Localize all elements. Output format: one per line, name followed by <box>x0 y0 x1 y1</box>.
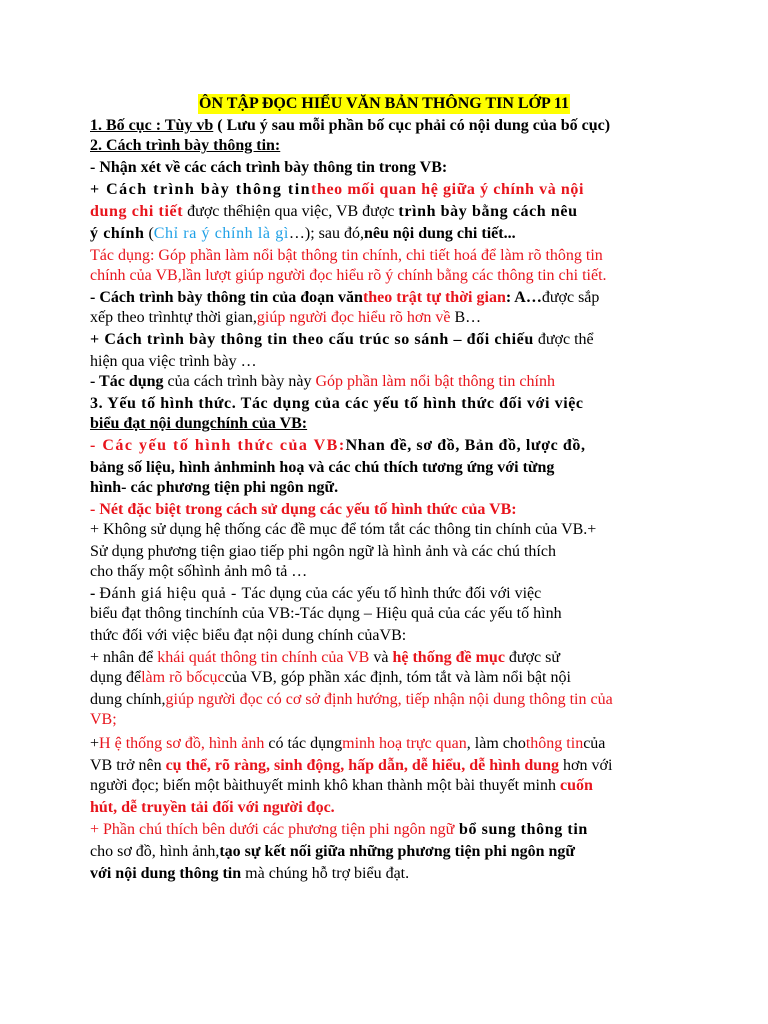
text-run: và <box>369 649 393 666</box>
text-run: cho sơ đồ, hình ảnh, <box>90 843 220 860</box>
text-line <box>90 372 555 392</box>
text-run: thông tin <box>525 735 584 752</box>
text-line <box>90 288 599 308</box>
text-run: , làm cho <box>466 735 526 752</box>
text-line <box>90 668 571 688</box>
text-run: trình bày bằng cách nêu <box>398 203 578 220</box>
text-line <box>90 266 607 286</box>
text-line <box>90 690 613 710</box>
text-line <box>90 180 584 200</box>
text-run: khái quát thông tin chính của VB <box>157 649 370 666</box>
text-run: được sắp <box>541 289 600 306</box>
text-run: của cách trình bày này <box>163 373 316 390</box>
text-run: biểu đạt nội dungchính của VB: <box>90 415 308 432</box>
text-run: của VB, góp phần xác định, tóm tắt và làm nổi bật nội <box>224 669 571 686</box>
text-run: Tác dụng: Góp phần làm nổi bật thông tin chính, chi tiết hoá để làm rõ thông tin <box>90 247 603 264</box>
text-run: được sử <box>504 649 561 666</box>
text-run: làm rõ bốcục <box>141 669 225 686</box>
text-line <box>90 864 409 884</box>
text-run: Tác dụng của các yếu tố hình thức đối với việc <box>241 585 542 602</box>
text-run: ( <box>144 225 154 242</box>
text-line <box>90 224 516 244</box>
text-run: B… <box>450 309 482 326</box>
text-run: - Nhận xét về các cách trình bày thông tin trong VB: <box>90 159 448 176</box>
document-title: ÔN TẬP ĐỌC HIỂU VĂN BẢN THÔNG TIN LỚP 11 <box>199 95 569 112</box>
text-run: được thể <box>533 331 594 348</box>
text-line <box>90 352 257 372</box>
text-line <box>90 648 560 668</box>
text-line <box>90 414 307 434</box>
text-run: - Các yếu tố hình thức của VB: <box>90 437 346 454</box>
text-run: Nhan đề, sơ đồ, Bản đồ, lược đồ, <box>345 437 586 454</box>
text-run: - Nét đặc biệt trong cách sử dụng các yếu tố hình thức của VB: <box>90 501 517 518</box>
text-line <box>90 458 554 478</box>
text-run: được thểhiện qua việc, VB được <box>183 203 399 220</box>
text-line <box>90 584 541 604</box>
text-line <box>90 710 117 730</box>
text-run: mà chúng hỗ trợ biểu đạt. <box>241 865 410 882</box>
text-run: hút, dễ truyền tải đối với người đọc. <box>90 799 335 816</box>
text-run: 1. Bố cục : Tùy vb <box>90 117 214 134</box>
text-run: + Cách trình bày thông tin theo cấu trúc so sánh – đối chiếu <box>90 331 534 348</box>
text-line <box>90 520 596 540</box>
text-run: - Tác dụng <box>90 373 164 390</box>
text-line <box>90 604 562 624</box>
text-line <box>90 820 588 840</box>
text-run: có tác dụng <box>264 735 343 752</box>
text-run: tạo sự kết nối giữa những phương tiện phi ngôn ngữ <box>219 843 575 860</box>
text-line <box>90 330 594 350</box>
text-run: chính của VB,lần lượt giúp người đọc hiểu rõ ý chính bằng các thông tin chi tiết. <box>90 267 607 284</box>
text-run: - <box>90 585 100 602</box>
text-run: - Cách trình bày thông tin của đoạn văn <box>90 289 363 306</box>
text-run: …); sau đó, <box>288 225 364 242</box>
text-run: Góp phần làm nổi bật thông tin chính <box>315 373 555 390</box>
text-run: + <box>90 735 100 752</box>
text-run: VB; <box>90 711 117 728</box>
text-run: người đọc; biến một bàithuyết minh khô khan thành một bài thuyết minh <box>90 777 560 794</box>
text-run: hình- các phương tiện phi ngôn ngữ. <box>90 479 339 496</box>
text-line <box>90 478 338 498</box>
text-line <box>90 562 307 582</box>
text-line <box>90 542 556 562</box>
text-run: theo mối quan hệ giữa ý chính và nội <box>311 181 585 198</box>
text-run: dung chi tiết <box>90 203 184 220</box>
text-run: + Cách trình bày thông tin <box>90 181 312 198</box>
text-line <box>90 136 280 156</box>
text-run: 3. Yếu tố hình thức. Tác dụng của các yếu tố hình thức đối với việc <box>90 395 584 412</box>
text-line <box>90 798 335 818</box>
text-run: dụng để <box>90 669 142 686</box>
text-line <box>90 202 578 222</box>
text-run: cho thấy một sốhình ảnh mô tả … <box>90 563 308 580</box>
text-run: nêu nội dung chi tiết... <box>363 225 516 242</box>
text-run: hơn với <box>559 757 613 774</box>
text-run: hiện qua việc trình bày … <box>90 353 257 370</box>
text-run: Sử dụng phương tiện giao tiếp phi ngôn ngữ là hình ảnh và các chú thích <box>90 543 556 560</box>
title-row <box>0 94 768 114</box>
text-line <box>90 116 610 136</box>
text-line <box>90 842 575 862</box>
text-line <box>90 756 612 776</box>
text-line <box>90 158 447 178</box>
text-run: giúp người đọc có cơ sở định hướng, tiếp nhận nội dung thông tin của <box>165 691 613 708</box>
text-line <box>90 308 481 328</box>
text-run: ý chính <box>90 225 145 242</box>
text-run: : A… <box>505 289 542 306</box>
text-run: minh hoạ trực quan <box>342 735 467 752</box>
text-run: Chỉ ra ý chính là gì <box>153 225 289 242</box>
text-line <box>90 776 593 796</box>
text-line <box>90 626 406 646</box>
text-run: + Không sử dụng hệ thống các đề mục để tóm tắt các thông tin chính của VB.+ <box>90 521 597 538</box>
text-line <box>90 436 586 456</box>
text-run: dung chính, <box>90 691 166 708</box>
text-run: xếp theo trìnhtự thời gian, <box>90 309 257 326</box>
text-run: H ệ thống sơ đồ, hình ảnh <box>99 735 265 752</box>
text-run: 2. Cách trình bày thông tin: <box>90 137 281 154</box>
text-run: cuốn <box>559 777 593 794</box>
text-run: với nội dung thông tin <box>90 865 242 882</box>
text-run: của <box>583 735 606 752</box>
text-run: hệ thống đề mục <box>392 649 505 666</box>
text-run: bảng số liệu, hình ảnhminh hoạ và các chú thích tương ứng với từng <box>90 459 555 476</box>
text-line <box>90 246 603 266</box>
text-line <box>90 734 605 754</box>
text-run: + Phần chú thích bên dưới các phương tiện phi ngôn ngữ <box>90 821 455 838</box>
text-run: thức đối với việc biểu đạt nội dung chính củaVB: <box>90 627 407 644</box>
text-run: bổ sung thông tin <box>454 821 588 838</box>
text-run: giúp người đọc hiểu rõ hơn về <box>256 309 451 326</box>
text-run: theo trật tự thời gian <box>362 289 506 306</box>
text-run: + nhân để <box>90 649 158 666</box>
text-run: VB trở nên <box>90 757 166 774</box>
text-run: ( Lưu ý sau mỗi phần bố cục phải có nội dung của bố cục) <box>213 117 611 134</box>
text-line <box>90 500 517 520</box>
text-run: Đánh giá hiệu quả - <box>99 585 242 602</box>
text-line <box>90 394 584 414</box>
text-run: biểu đạt thông tinchính của VB:-Tác dụng – Hiệu quả của các yếu tố hình <box>90 605 562 622</box>
text-run: cụ thể, rõ ràng, sinh động, hấp dẫn, dễ hiểu, dễ hình dung <box>165 757 560 774</box>
